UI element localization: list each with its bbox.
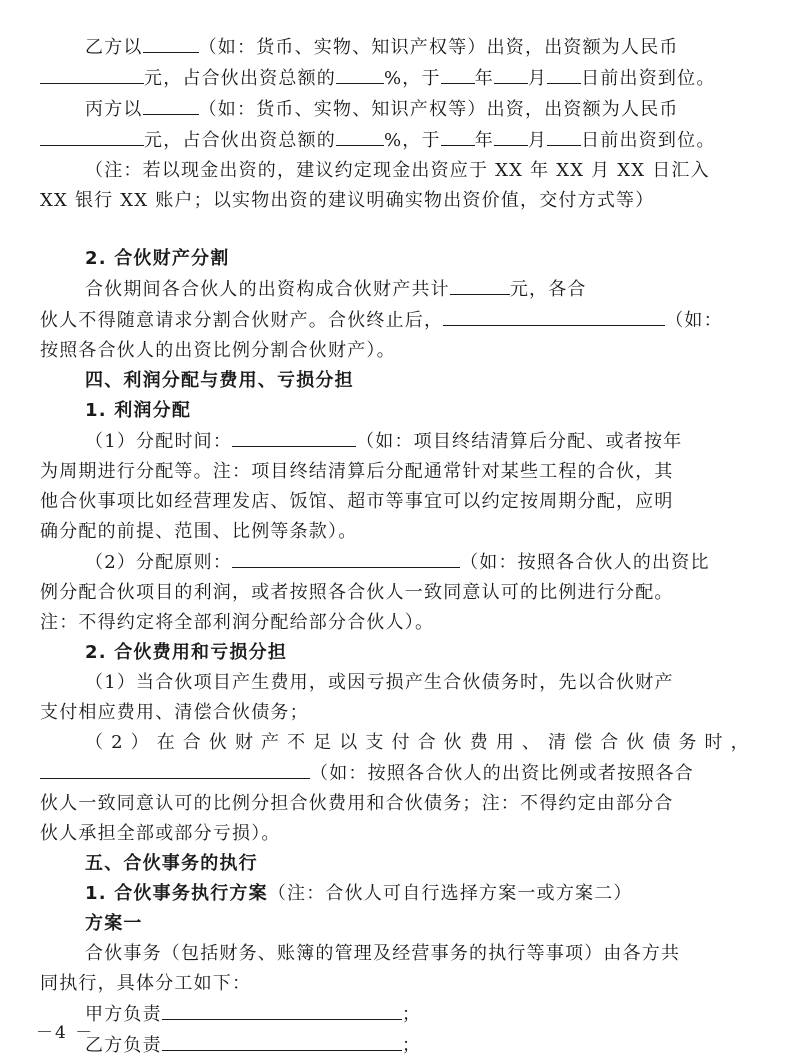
- clause-line: 例分配合伙项目的利润，或者按照各合伙人一致同意认可的比例进行分配。: [40, 582, 674, 603]
- fill-blank[interactable]: [441, 125, 475, 146]
- text: （如：项目终结清算后分配、或者按年: [356, 431, 683, 452]
- clause-line: 他合伙事项比如经营理发店、饭馆、超市等事宜可以约定按周期分配，应明: [40, 491, 674, 512]
- text: 月: [527, 130, 548, 151]
- text: 元，占合伙出资总额的: [144, 68, 336, 89]
- text: 元，占合伙出资总额的: [144, 130, 336, 151]
- spacer: [40, 216, 754, 244]
- section-heading: 2. 合伙费用和亏损分担: [85, 642, 288, 663]
- text: 乙方以: [85, 37, 143, 58]
- fill-blank[interactable]: [443, 305, 665, 326]
- section-heading: 1. 利润分配: [85, 400, 192, 421]
- section-heading: 2. 合伙财产分割: [85, 248, 230, 269]
- plan-heading: 方案一: [85, 913, 143, 934]
- text: 月: [527, 68, 548, 89]
- fill-blank[interactable]: [40, 63, 144, 84]
- section-heading: 1. 合伙事务执行方案: [85, 883, 268, 904]
- clause-line: （1）当合伙项目产生费用，或因亏损产生合伙债务时，先以合伙财产: [85, 672, 674, 693]
- text: %，于: [384, 130, 441, 151]
- text: （如：: [665, 310, 723, 331]
- chapter-heading: 四、利润分配与费用、亏损分担: [85, 370, 354, 391]
- text: （如：按照各合伙人的出资比例或者按照各合: [310, 763, 694, 784]
- text: ；: [401, 1004, 422, 1025]
- note-text: （注：若以现金出资的，建议约定现金出资应于 XX 年 XX 月 XX 日汇入: [85, 160, 710, 181]
- clause-party-c-contribution: [40, 94, 754, 125]
- fill-blank[interactable]: [336, 125, 384, 146]
- clause-line: 按照各合伙人的出资比例分割合伙财产）。: [40, 340, 396, 361]
- fill-blank[interactable]: [40, 125, 144, 146]
- clause-line: [40, 999, 754, 1030]
- text: 年: [474, 130, 494, 151]
- clause-line: 合伙事务（包括财务、账簿的管理及经营事务的执行等事项）由各方共: [85, 943, 681, 964]
- fill-blank[interactable]: [232, 426, 356, 447]
- clause-line: 注：不得约定将全部利润分配给部分合伙人）。: [40, 612, 435, 633]
- clause-line: 伙人承担全部或部分亏损）。: [40, 823, 281, 844]
- text: 甲方负责: [85, 1004, 162, 1025]
- document-page: [40, 32, 754, 1061]
- text: 伙人不得随意请求分割合伙财产。合伙终止后，: [40, 310, 444, 331]
- fill-blank[interactable]: [40, 758, 310, 779]
- clause-line: 为周期进行分配等。注：项目终结清算后分配通常针对某些工程的合伙，其: [40, 461, 674, 482]
- fill-blank[interactable]: [450, 274, 510, 295]
- fill-blank[interactable]: [494, 125, 528, 146]
- text: （1）分配时间：: [85, 431, 233, 452]
- clause-line: [40, 758, 754, 789]
- clause-line: （2）在合伙财产不足以支付合伙费用、清偿合伙债务时，: [85, 732, 754, 753]
- fill-blank[interactable]: [441, 63, 475, 84]
- text: 年: [474, 68, 494, 89]
- clause-line: [40, 274, 754, 305]
- note-text: （注：合伙人可自行选择方案一或方案二）: [267, 883, 633, 904]
- text: 合伙期间各合伙人的出资构成合伙财产共计: [85, 279, 450, 300]
- fill-blank[interactable]: [143, 94, 199, 115]
- text: （如：货币、实物、知识产权等）出资，出资额为人民币: [198, 99, 679, 120]
- clause-party-b-contribution: [40, 32, 754, 63]
- clause-line: 伙人一致同意认可的比例分担合伙费用和合伙债务；注：不得约定由部分合: [40, 793, 674, 814]
- clause-line: 支付相应费用、清偿合伙债务；: [40, 702, 309, 723]
- text: 日前出资到位。: [581, 68, 716, 89]
- fill-blank[interactable]: [232, 547, 460, 568]
- fill-blank[interactable]: [336, 63, 384, 84]
- text: （如：按照各合伙人的出资比: [460, 552, 710, 573]
- fill-blank[interactable]: [547, 125, 581, 146]
- text: （2）分配原则：: [85, 552, 233, 573]
- text: （如：货币、实物、知识产权等）出资，出资额为人民币: [198, 37, 679, 58]
- fill-blank[interactable]: [494, 63, 528, 84]
- fill-blank[interactable]: [547, 63, 581, 84]
- text: 乙方负责: [85, 1035, 162, 1056]
- text: 丙方以: [85, 99, 143, 120]
- clause-line: [40, 125, 754, 156]
- chapter-heading: 五、合伙事务的执行: [85, 853, 258, 874]
- text: %，于: [384, 68, 441, 89]
- text: 日前出资到位。: [581, 130, 716, 151]
- clause-line: [40, 426, 754, 457]
- text: ；: [401, 1035, 422, 1056]
- clause-line: [40, 547, 754, 578]
- clause-line: [40, 1030, 754, 1061]
- clause-line: 同执行，具体分工如下：: [40, 973, 252, 994]
- page-number: －4 －: [36, 1023, 95, 1043]
- fill-blank[interactable]: [162, 1030, 402, 1051]
- section-heading-line: [40, 879, 754, 909]
- clause-line: [40, 63, 754, 94]
- note-text: XX 银行 XX 账户；以实物出资的建议明确实物出资价值，交付方式等）: [40, 190, 655, 211]
- clause-line: [40, 305, 754, 336]
- clause-line: 确分配的前提、范围、比例等条款）。: [40, 521, 358, 542]
- fill-blank[interactable]: [143, 32, 199, 53]
- fill-blank[interactable]: [162, 999, 402, 1020]
- text: 元，各合: [509, 279, 587, 300]
